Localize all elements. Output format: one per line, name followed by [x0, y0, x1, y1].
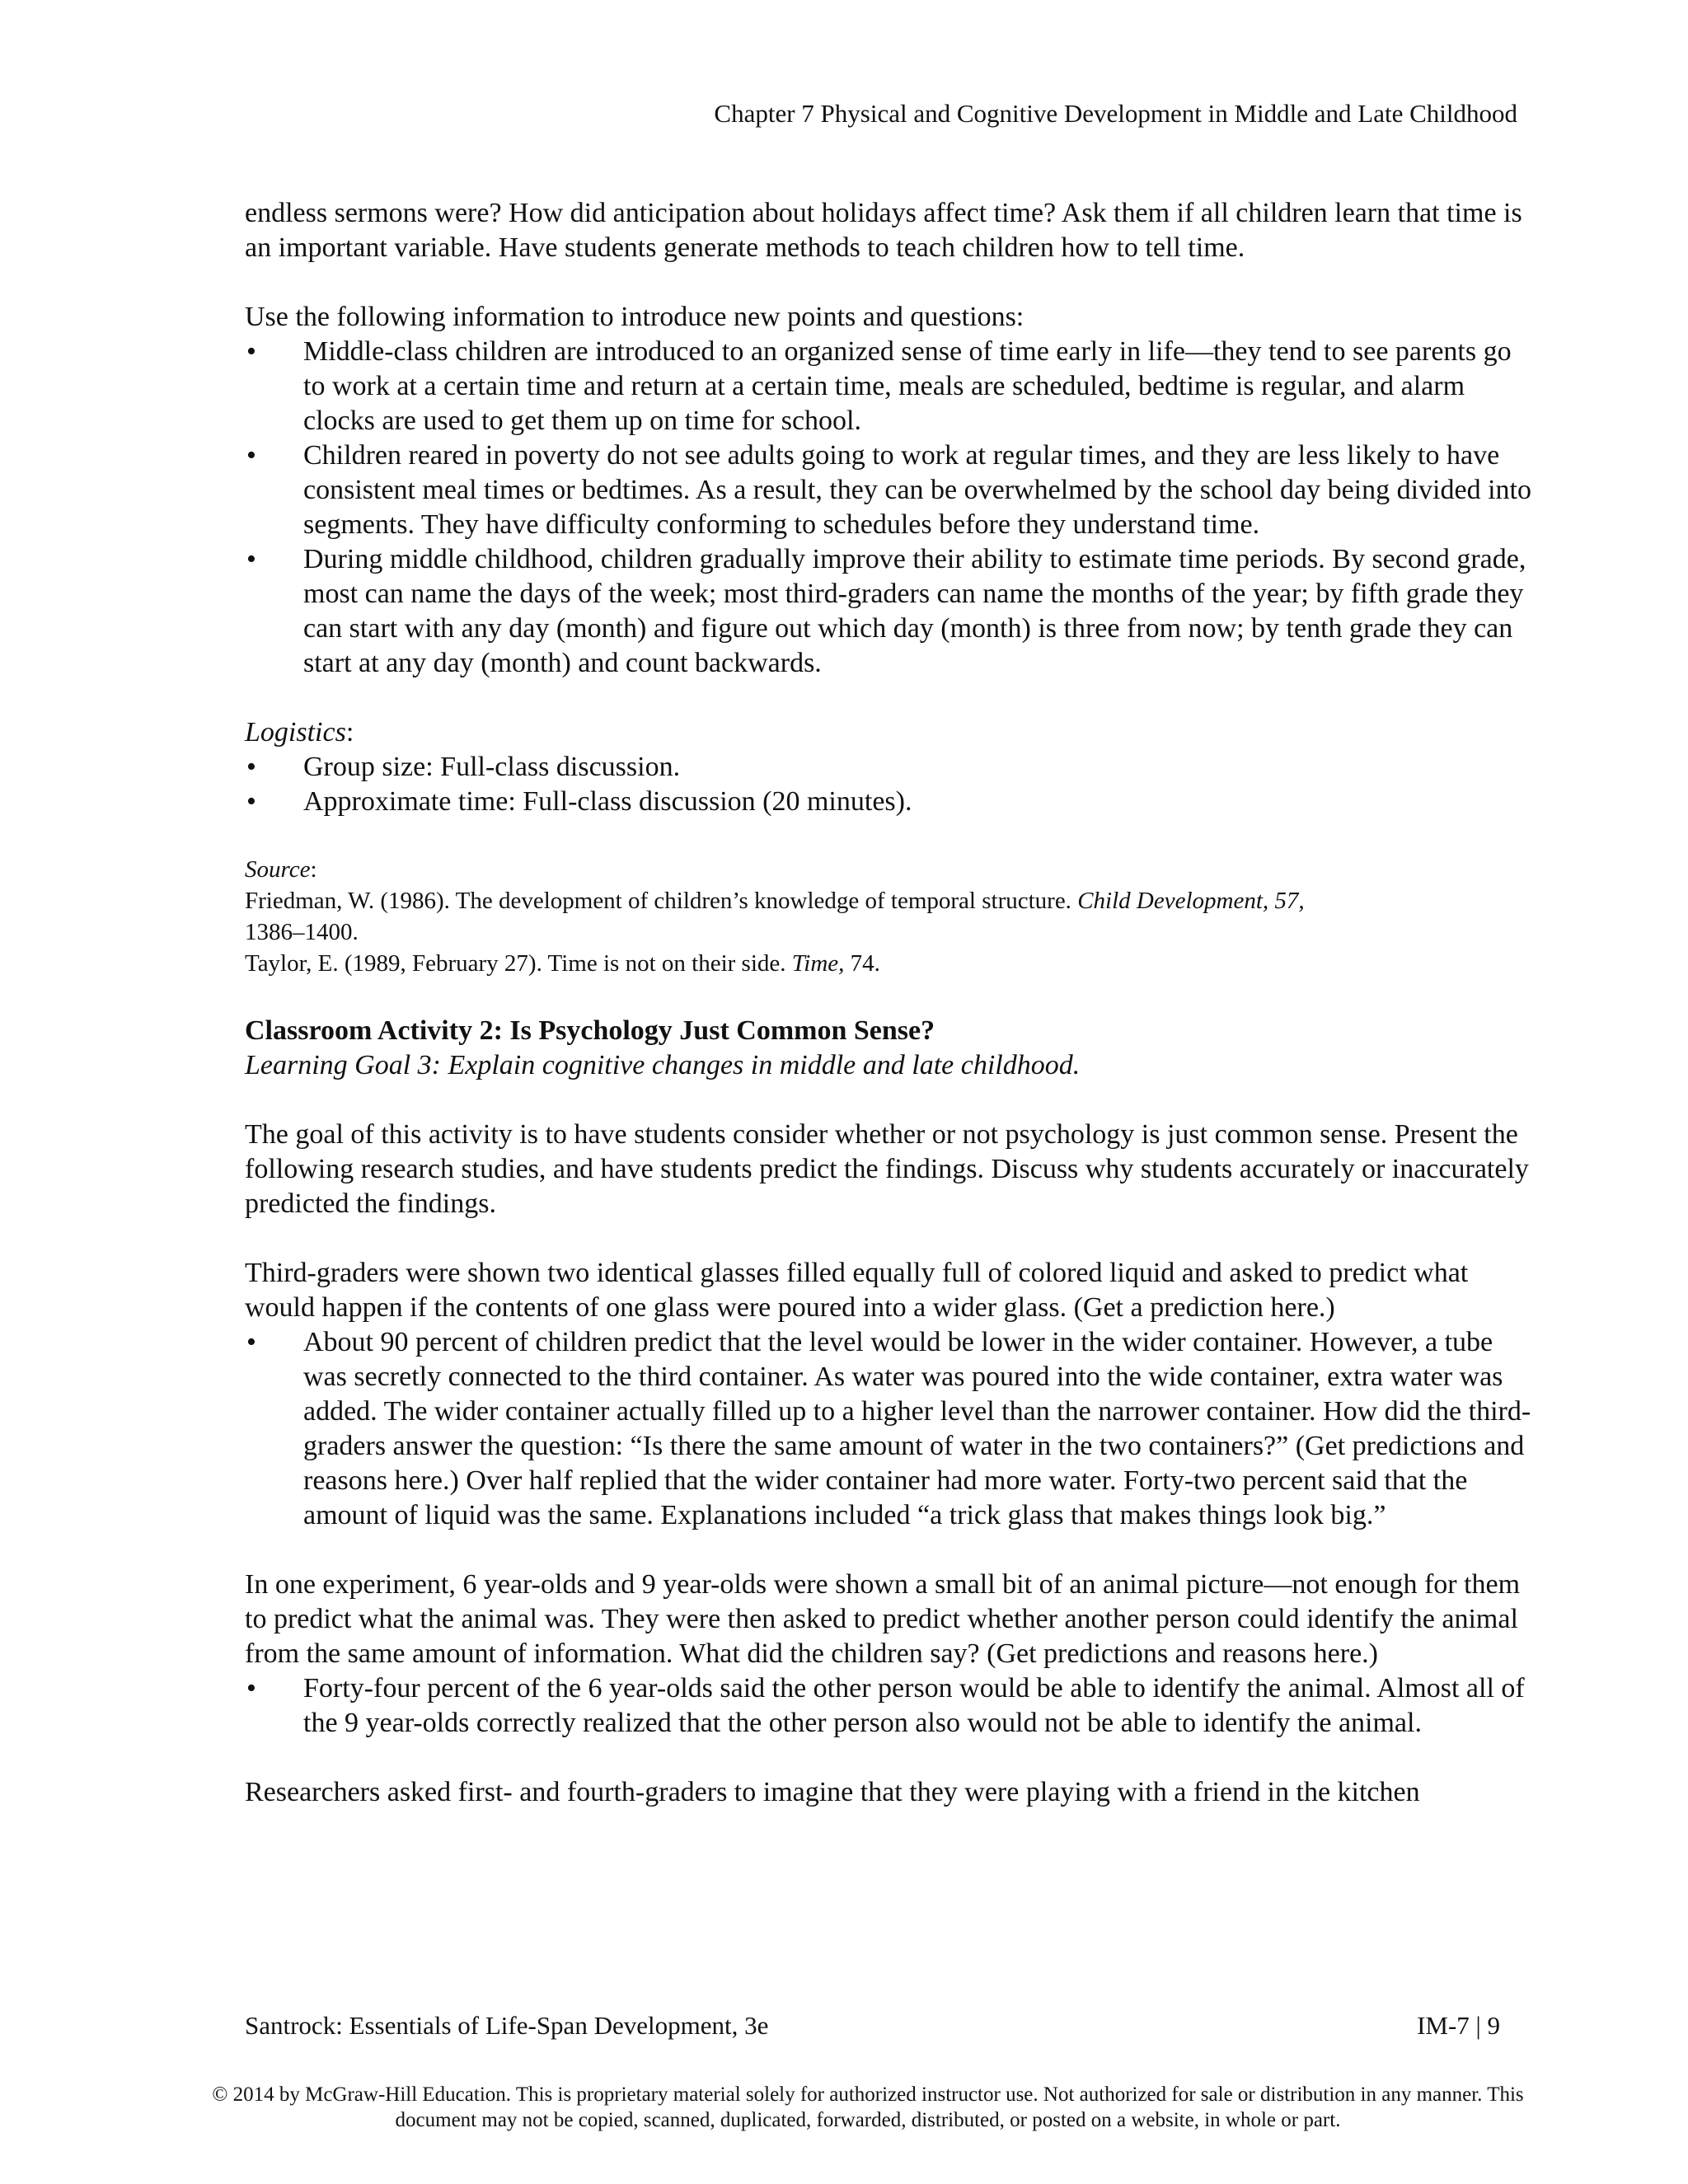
list-item: • During middle childhood, children gradually improve their ability to estimate time periods. By second grade, most can name the days of the week; most third-graders can name the months of the year; by fifth grade they can start with any day (month) and figure out which day (month) is three from now; by tenth grade they can start at any day (month) and count backwards.: [245, 542, 1532, 681]
reference-text: Taylor, E. (1989, February 27). Time is not on their side.: [245, 950, 792, 977]
learning-goal: Learning Goal 3: Explain cognitive changes in middle and late childhood.: [245, 1050, 1081, 1080]
running-header: Chapter 7 Physical and Cognitive Development in Middle and Late Childhood: [714, 99, 1517, 128]
glasses-findings-list: [245, 1325, 1532, 1533]
reference-friedman-pages: 1386–1400.: [245, 919, 359, 945]
reference-friedman: [245, 885, 1532, 916]
reference-pages: 74.: [844, 950, 880, 977]
reference-text: Friedman, W. (1986). The development of children’s knowledge of temporal structure.: [245, 888, 1078, 914]
list-item: • Children reared in poverty do not see adults going to work at regular times, and they are less likely to have consistent meal times or bedtimes. As a result, they can be overwhelmed by the school day being divided into segments. They have difficulty conforming to schedules before they understand time.: [245, 438, 1532, 542]
animal-paragraph: In one experiment, 6 year-olds and 9 year-olds were shown a small bit of an animal picture—not enough for them to predict what the animal was. They were then asked to predict whether another person could identify the animal from the same amount of information. What did the children say? (Get predictions and reasons here.): [245, 1569, 1521, 1669]
list-item: • Middle-class children are introduced to an organized sense of time early in life—they tend to see parents go to work at a certain time and return at a certain time, meals are scheduled, bedtime is regular, and alarm clocks are used to get them up on time for school.: [245, 335, 1532, 438]
footer-book-title: Santrock: Essentials of Life-Span Development, 3e: [245, 2011, 769, 2040]
logistics-heading: [245, 715, 1532, 750]
goal-paragraph: The goal of this activity is to have students consider whether or not psychology is just common sense. Present the following research studies, and have students predict the findings. Discuss why students accurately or inaccurately predicted the findings.: [245, 1119, 1529, 1219]
continued-paragraph: endless sermons were? How did anticipation about holidays affect time? Ask them if all children learn that time is an important variable. Have students generate methods to teach children how to tell time.: [245, 198, 1522, 263]
glasses-paragraph: Third-graders were shown two identical glasses filled equally full of colored liquid and asked to predict what would happen if the contents of one glass were poured into a wider glass. (Get a prediction here.): [245, 1258, 1469, 1323]
kitchen-paragraph: Researchers asked first- and fourth-graders to imagine that they were playing with a friend in the kitchen: [245, 1777, 1420, 1807]
logistics-list: [245, 750, 1532, 819]
list-item: • Approximate time: Full-class discussion (20 minutes).: [245, 785, 1532, 819]
source-block: [245, 854, 1532, 979]
source-heading: [245, 854, 1532, 885]
reference-taylor: [245, 948, 1532, 979]
time-points-list: [245, 335, 1532, 681]
list-item: • Group size: Full-class discussion.: [245, 750, 1532, 785]
logistics-colon: :: [345, 717, 354, 748]
animal-findings-list: [245, 1671, 1532, 1741]
list-item: • About 90 percent of children predict that the level would be lower in the wider container. However, a tube was secretly connected to the third container. As water was poured into the wide container, extra water was added. The wider container actually filled up to a higher level than the narrower container. How did the third-graders answer the question: “Is there the same amount of water in the two containers?” (Get predictions and reasons here.) Over half replied that the wider container had more water. Forty-two percent said that the amount of liquid was the same. Explanations included “a trick glass that makes things look big.”: [245, 1325, 1532, 1533]
source-colon: :: [310, 856, 317, 883]
activity-title: Classroom Activity 2: Is Psychology Just Common Sense?: [245, 1015, 935, 1046]
reference-journal: Child Development, 57,: [1077, 888, 1305, 914]
page-body: [245, 196, 1532, 1810]
reference-journal: Time,: [791, 950, 845, 977]
list-item: • Forty-four percent of the 6 year-olds said the other person would be able to identify the animal. Almost all of the 9 year-olds correctly realized that the other person also would not be able to identify the animal.: [245, 1671, 1532, 1741]
lead-in-paragraph: Use the following information to introduce new points and questions:: [245, 302, 1025, 332]
footer-page-number: IM-7 | 9: [1417, 2011, 1500, 2040]
copyright-notice: © 2014 by McGraw-Hill Education. This is proprietary material solely for authorized instructor use. Not authorized for sale or distribution in any manner. This document may not be copied, scanned, duplicated, forwarded, distributed, or posted on a website, in whole or part.: [212, 2083, 1524, 2131]
source-label: Source: [245, 856, 311, 883]
logistics-label: Logistics: [245, 717, 346, 748]
